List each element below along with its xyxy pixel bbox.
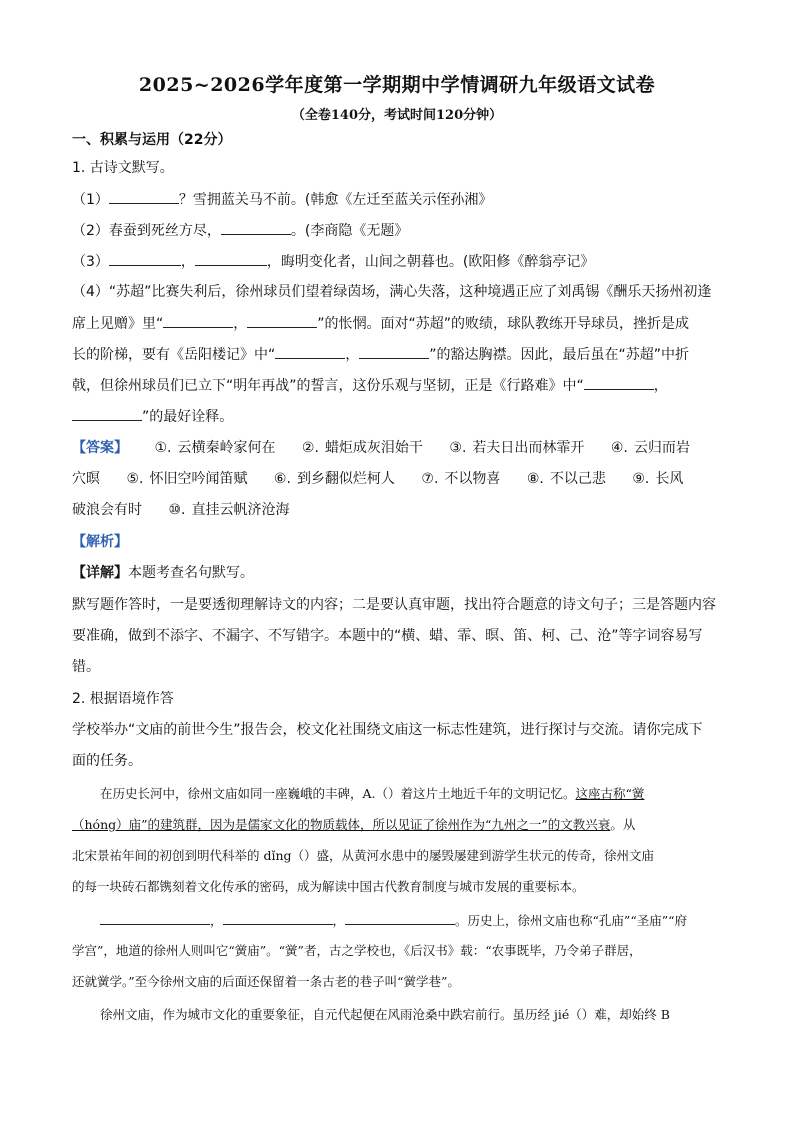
answer-blank [100,910,210,925]
answer-line-3 [72,500,732,520]
detail-label: 【详解】 [72,565,128,581]
answer-item: ⑧. 不以己悲 [526,471,606,487]
question-1-4-line5 [72,406,732,427]
answer-blank [109,251,181,266]
question-2-title: 2. 根据语境作答 [72,691,174,707]
passage-line: 徐州文庙，作为城市文化的重要象征，自元代起便在风雨沧桑中跌宕前行。虽历经 jié（）难，却始终 B [100,1007,670,1022]
analysis-paragraph: 错。 [72,659,100,675]
analysis-detail [72,563,732,583]
question-1-4-line2 [72,313,732,334]
answer-blank [109,189,179,204]
q1-4-text: 戟，但徐州球员们已立下“明年再战”的誓言，这份乐观与坚韧，正是《行路难》中“ [72,378,584,394]
answer-blank [195,251,267,266]
analysis-paragraph: 默写题作答时，一是要透彻理解诗文的内容；二是要认真审题，找出符合题意的诗文句子；三是答题内容 [72,597,716,613]
q1-4-sep: ， [233,316,248,332]
question-1-2 [72,220,732,241]
section-heading: 一、积累与运用（22分） [72,132,232,148]
analysis-label: 【解析】 [72,534,128,550]
answer-item: ⑩. 直挂云帆济沧海 [168,502,290,518]
answer-blank [345,910,455,925]
passage-line: ， ， 。历史上，徐州文庙也称“孔庙”“圣庙”“府 [100,910,760,931]
answer-line-2 [72,469,732,489]
answer-blank [221,220,291,235]
question-1-4-line4 [72,375,732,396]
answer-blank [584,375,654,390]
passage-line: 还就黉学。”至今徐州文庙的后面还保留着一条古老的巷子叫“黉学巷”。 [72,974,460,989]
q1-2-text: （2）春蚕到死丝方尽， [72,223,221,239]
answer-continuation: 破浪会有时 [72,502,142,518]
answer-label: 【答案】 [72,440,128,456]
answer-continuation: 穴暝 [72,471,100,487]
answer-item: ⑨. 长风 [632,471,684,487]
q1-4-text: ”的最好诠释。 [142,409,234,425]
q1-4-sep: ， [345,347,360,363]
passage-line: 在历史长河中，徐州文庙如同一座巍峨的丰碑，A.（）着这片土地近千年的文明记忆。这座古称“黉 [100,786,645,801]
answer-blank [163,313,233,328]
q1-4-text: ”的豁达胸襟。因此，最后虽在“苏超”中折 [429,347,690,363]
q1-4-text: 长的阶梯，要有《岳阳楼记》中“ [72,347,276,363]
answer-item: ⑥. 到乡翻似烂柯人 [273,471,395,487]
answer-blank [359,344,429,359]
detail-text: 本题考查名句默写。 [128,565,254,581]
question-1-4-line1: （4）“苏超”比赛失利后，徐州球员们望着绿茵场，满心失落，这种境遇正应了刘禹锡《酬乐天扬州初逢 [72,284,712,300]
answer-item: ⑤. 怀旧空吟闻笛赋 [126,471,248,487]
q1-3-text: ，晦明变化者，山间之朝暮也。(欧阳修《醉翁亭记》 [266,254,595,270]
answer-blank [223,910,333,925]
answer-item: ④. 云归而岩 [610,440,690,456]
page-title: 2025~2026学年度第一学期期中学情调研九年级语文试卷 [138,74,656,96]
answer-item: ⑦. 不以物喜 [421,471,501,487]
question-2-intro: 学校举办“文庙的前世今生”报告会，校文化社围绕文庙这一标志性建筑，进行探讨与交流。请你完成下 [72,722,703,738]
passage-line: 学宫”，地道的徐州人则叫它“黉庙”。“黉”者，古之学校也，《后汉书》载：“农事既毕，乃令弟子群居， [72,943,642,958]
answer-blank [72,406,142,421]
question-2-intro: 面的任务。 [72,753,142,769]
analysis-paragraph: 要准确，做到不添字、不漏字、不写错字。本题中的“横、蜡、霏、暝、笛、柯、己、沧”等字词容易写 [72,628,703,644]
question-1-title: 1. 古诗文默写。 [72,160,174,176]
q1-1-text: ？雪拥蓝关马不前。(韩愈《左迁至蓝关示侄孙湘》 [178,192,493,208]
answer-item: ②. 蜡炬成灰泪始干 [301,440,423,456]
q1-4-text: ”的怅惘。面对“苏超”的败绩，球队教练开导球员，挫折是成 [317,316,690,332]
q1-1-number: （1） [72,192,109,208]
q1-3-sep: ， [180,254,195,270]
answer-blank [275,344,345,359]
passage-line: （hóng）庙”的建筑群，因为是儒家文化的物质载体，所以见证了徐州作为“九州之一”的文教兴衰。从 [72,817,636,832]
q1-4-text: 席上见赠》里“ [72,316,164,332]
question-1-3 [72,251,732,272]
q1-4-sep: ， [653,378,668,394]
answer-line-1 [72,438,732,458]
passage-line: 的每一块砖石都镌刻着文化传承的密码，成为解读中国古代教育制度与城市发展的重要标本。 [72,879,585,894]
question-1-4-line3 [72,344,732,365]
answer-item: ①. 云横秦岭家何在 [154,440,276,456]
page-subtitle: （全卷140分，考试时间120分钟） [291,108,503,123]
answer-item: ③. 若夫日出而林霏开 [449,440,585,456]
question-1-1 [72,189,732,210]
q1-3-number: （3） [72,254,109,270]
q1-2-source: 。(李商隐《无题》 [290,223,409,239]
answer-blank [247,313,317,328]
passage-line: 北宋景祐年间的初创到明代科举的 dǐng（）盛，从黄河水患中的屡毁屡建到游学生状元的传奇，徐州文庙 [72,848,655,863]
